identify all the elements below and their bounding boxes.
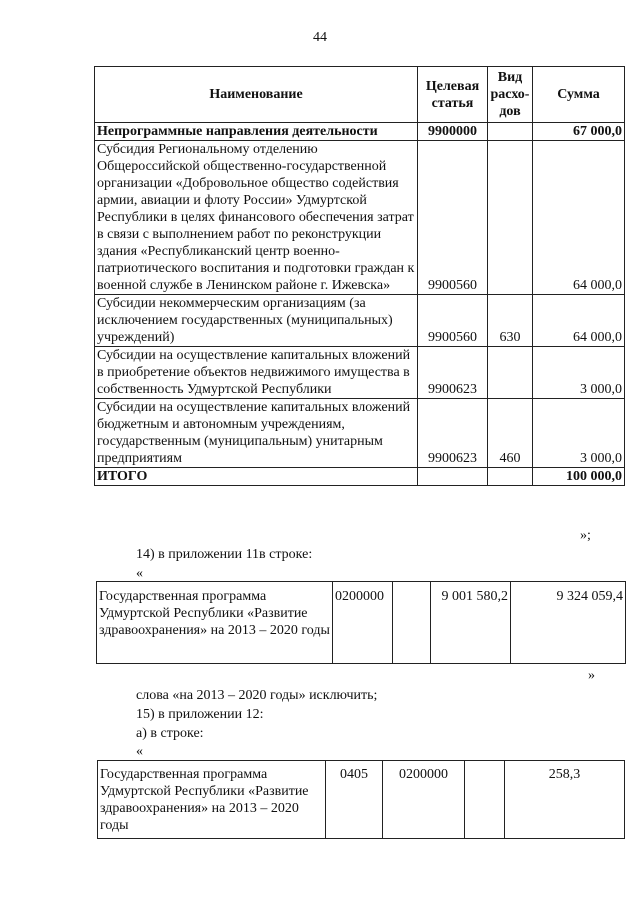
header-name: Наименование	[95, 67, 418, 123]
row-sum: 3 000,0	[533, 347, 625, 399]
item-15-text: 15) в приложении 12:	[136, 707, 264, 722]
row-name: Субсидия Региональному отделению Общероссийской общественно-государственной организации «Добровольное общество содействия армии, авиации и флоту России» Удмуртской Республики в целях финансового обеспечения затрат в связи с выполнением работ по реконструкции здания «Республиканский центр военно-патриотического воспитания и подготовки граждан к военной службе в Ленинском районе г. Ижевска»	[95, 141, 418, 295]
exclude-text: слова «на 2013 – 2020 годы» исключить;	[136, 688, 378, 703]
row-sum: 64 000,0	[533, 141, 625, 295]
header-article: Целевая статья	[418, 67, 488, 123]
program-value-1: 9 001 580,2	[431, 582, 511, 664]
program-value-2: 9 324 059,4	[511, 582, 626, 664]
row-article: 9900560	[418, 295, 488, 347]
table-row	[97, 582, 626, 664]
item-14-text: 14) в приложении 11в строке:	[136, 547, 313, 562]
program-code: 0200000	[333, 582, 393, 664]
item-a-text: а) в строке:	[136, 726, 204, 741]
opening-quote: «	[136, 744, 143, 759]
row-article: 9900623	[418, 399, 488, 468]
program-name: Государственная программа Удмуртской Республики «Развитие здравоохранения» на 2013 – 2020 годы	[97, 582, 333, 664]
table-row	[95, 123, 625, 141]
header-sum: Сумма	[533, 67, 625, 123]
header-expense-type: Вид расхо- дов	[488, 67, 533, 123]
program-section: 0405	[326, 761, 383, 839]
row-sum: 100 000,0	[533, 468, 625, 486]
row-article: 9900000	[418, 123, 488, 141]
table-row	[98, 761, 625, 839]
row-name: Непрограммные направления деятельности	[95, 123, 418, 141]
row-sum: 3 000,0	[533, 399, 625, 468]
row-expense-type	[488, 347, 533, 399]
row-article: 9900623	[418, 347, 488, 399]
program-code: 0200000	[383, 761, 465, 839]
row-article: 9900560	[418, 141, 488, 295]
row-expense-type	[488, 468, 533, 486]
row-name: Субсидии некоммерческим организациям (за исключением государственных (муниципальных) учреждений)	[95, 295, 418, 347]
closing-quote: »	[588, 668, 595, 683]
table-total-row	[95, 468, 625, 486]
program-table	[97, 760, 625, 839]
row-article	[418, 468, 488, 486]
table-row	[95, 295, 625, 347]
row-name: Субсидии на осуществление капитальных вложений бюджетным и автономным учреждениям, государственным (муниципальным) унитарным предприятиям	[95, 399, 418, 468]
page-number: 44	[313, 30, 327, 45]
program-name: Государственная программа Удмуртской Республики «Развитие здравоохранения» на 2013 – 2020 годы	[98, 761, 326, 839]
row-sum: 64 000,0	[533, 295, 625, 347]
table-row	[95, 399, 625, 468]
row-sum: 67 000,0	[533, 123, 625, 141]
program-value: 258,3	[505, 761, 625, 839]
program-table	[96, 581, 626, 664]
empty-cell	[465, 761, 505, 839]
row-expense-type: 630	[488, 295, 533, 347]
opening-quote: «	[136, 566, 143, 581]
row-expense-type	[488, 141, 533, 295]
table-row	[95, 141, 625, 295]
row-name: Субсидии на осуществление капитальных вложений в приобретение объектов недвижимого имущества в собственность Удмуртской Республики	[95, 347, 418, 399]
row-expense-type	[488, 123, 533, 141]
budget-table	[94, 66, 625, 486]
table-header-row	[95, 67, 625, 123]
empty-cell	[393, 582, 431, 664]
row-expense-type: 460	[488, 399, 533, 468]
row-name: ИТОГО	[95, 468, 418, 486]
closing-quote: »;	[580, 528, 591, 543]
table-row	[95, 347, 625, 399]
